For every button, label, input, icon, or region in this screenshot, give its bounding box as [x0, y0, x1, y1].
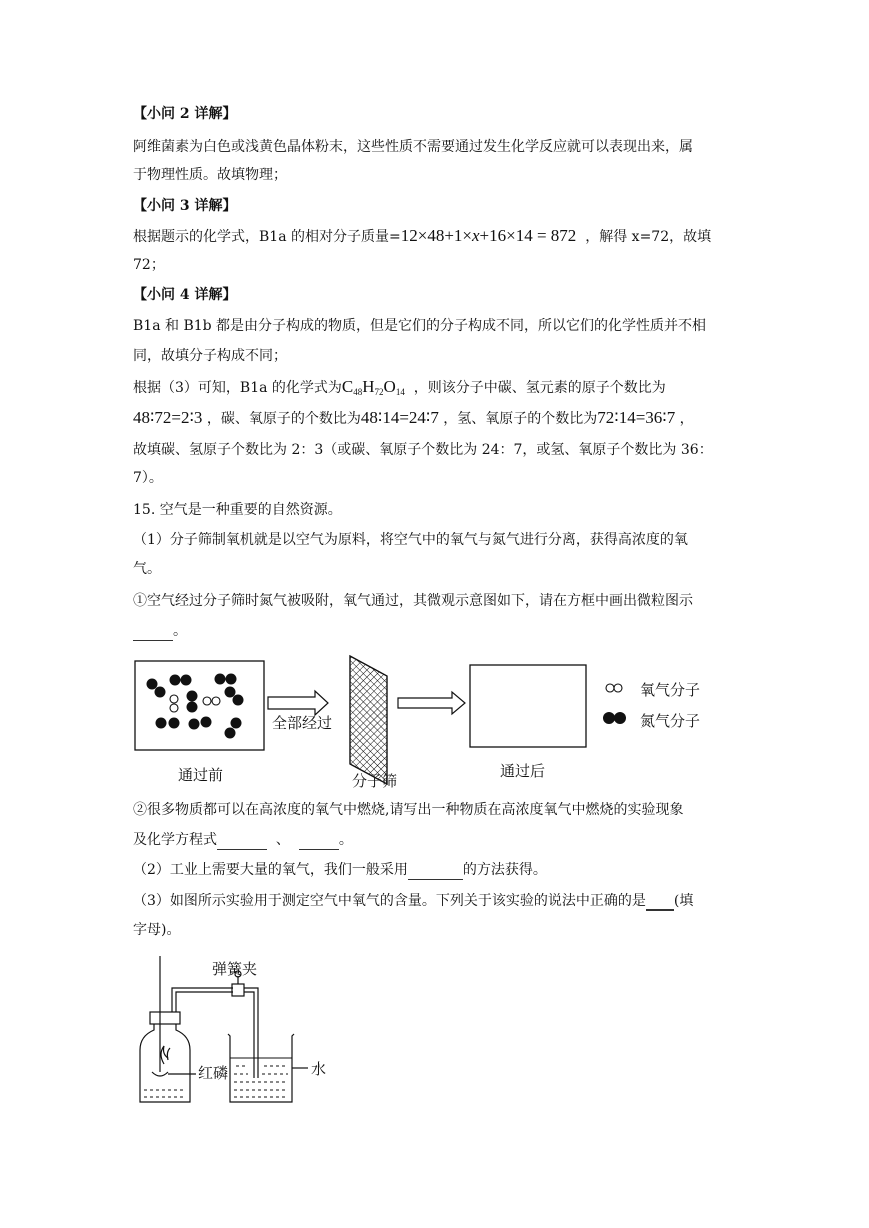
after-box — [470, 665, 586, 747]
answer-blank-choice[interactable] — [646, 895, 674, 911]
q15-p2 — [133, 860, 547, 880]
nitrogen-molecules-before — [147, 674, 244, 739]
q3-formula-part2: +16×14 = 872 — [479, 226, 577, 245]
q15-sub2-end: 。 — [338, 832, 353, 848]
q15-p3-pre: （3）如图所示实验用于测定空气中氧气的含量。下列关于该实验的说法中正确的是 — [133, 893, 646, 909]
beaker — [228, 1034, 294, 1102]
q4-ratio2: 48∶14=24∶7 — [360, 408, 439, 427]
q15-p3-line1 — [133, 891, 693, 911]
q15-sub1-end: 。 — [173, 623, 187, 639]
answer-blank-method[interactable] — [408, 865, 463, 880]
molecular-sieve-mesh — [350, 656, 387, 784]
q3-formula — [401, 226, 577, 245]
nitrogen-legend-icon — [603, 712, 626, 724]
q4-text-b: ，氢、氧原子的个数比为 — [443, 411, 598, 427]
arrow-right-icon — [398, 692, 465, 714]
q3-heading: 【小问 3 详解】 — [133, 198, 237, 214]
q3-line1-pre: 根据题示的化学式，B1a 的相对分子质量= — [133, 229, 401, 245]
answer-blank-phenomenon[interactable] — [217, 835, 267, 850]
legend-oxygen-label: 氧气分子 — [640, 681, 701, 699]
chem-o-sub: 14 — [395, 387, 405, 397]
sieve-label: 分子筛 — [352, 772, 398, 790]
q4-text-c: ， — [679, 411, 694, 427]
chem-o: O — [383, 377, 396, 396]
spring-clamp — [232, 984, 244, 996]
q15-p1-line1: （1）分子筛制氧机就是以空气为原料，将空气中的氧气与氮气进行分离，获得高浓度的氧 — [133, 532, 688, 548]
before-label: 通过前 — [178, 766, 224, 784]
chem-c: C — [341, 377, 354, 396]
q15-sub2-sep: 、 — [275, 832, 290, 848]
stopper — [150, 1012, 180, 1024]
answer-blank-equation[interactable] — [299, 835, 339, 850]
oxygen-legend-icon — [606, 684, 622, 692]
legend-nitrogen-label: 氮气分子 — [640, 712, 701, 730]
q4-line3 — [133, 377, 666, 402]
phosphorus-label: 红磷 — [198, 1064, 229, 1082]
q15-sub2-line1: ②很多物质都可以在高浓度的氧气中燃烧,请写出一种物质在高浓度氧气中燃烧的实验现象 — [133, 802, 684, 818]
q15-sub2-line2 — [133, 830, 353, 850]
q3-formula-var: x — [472, 226, 480, 245]
chem-c-sub: 48 — [353, 387, 363, 397]
q15-sub1-line1: ①空气经过分子筛时氮气被吸附，氧气通过，其微观示意图如下，请在方框中画出微粒图示 — [133, 593, 693, 609]
q3-formula-part1: 12×48+1× — [400, 226, 472, 245]
tube-into-beaker — [244, 988, 258, 1078]
q2-line2: 于物理性质。故填物理； — [133, 167, 287, 183]
chem-h-sub: 72 — [374, 387, 384, 397]
q4-line4 — [133, 408, 694, 429]
water-label: 水 — [311, 1060, 327, 1078]
q3-line1-post: ，解得 x=72，故填 — [585, 229, 712, 245]
q4-line3-pre: 根据（3）可知，B1a 的化学式为 — [133, 380, 342, 396]
q4-ratio3: 72∶14=36∶7 — [597, 408, 676, 427]
q2-line1: 阿维菌素为白色或浅黄色晶体粉末，这些性质不需要通过发生化学反应就可以表现出来，属 — [133, 139, 693, 155]
q4-line6: 7）。 — [133, 470, 163, 486]
q15-title: 15. 空气是一种重要的自然资源。 — [133, 502, 342, 518]
q15-p3-post: (填 — [673, 893, 694, 909]
q4-line3-post: ，则该分子中碳、氢元素的原子个数比为 — [413, 380, 666, 396]
combustion-spoon — [152, 1072, 168, 1076]
clamp-label: 弹簧夹 — [212, 960, 258, 978]
q15-p1-line2: 气。 — [133, 561, 161, 577]
q4-line5: 故填碳、氢原子个数比为 2：3（或碳、氧原子个数比为 24：7，或氢、氧原子个数比为 36： — [133, 442, 713, 458]
q4-line2: 同，故填分子构成不同； — [133, 348, 287, 364]
q4-line1: B1a 和 B1b 都是由分子构成的物质，但是它们的分子构成不同，所以它们的化学性质并不相 — [133, 318, 707, 334]
q4-heading: 【小问 4 详解】 — [133, 287, 237, 303]
q4-ratio1: 48∶72=2∶3 — [133, 408, 203, 427]
before-box — [135, 661, 264, 750]
q3-line1 — [133, 226, 711, 247]
q4-chem-formula — [342, 377, 405, 396]
q15-p3-line2: 字母)。 — [133, 922, 181, 938]
q15-sub2-pre: 及化学方程式 — [133, 832, 217, 848]
chem-h: H — [362, 377, 375, 396]
q15-p2-pre: （2）工业上需要大量的氧气，我们一般采用 — [133, 862, 408, 878]
answer-blank-drawing[interactable] — [133, 626, 173, 641]
arrow-label: 全部经过 — [272, 714, 333, 732]
q15-p2-post: 的方法获得。 — [462, 862, 547, 878]
q15-sub1-line2 — [133, 621, 187, 641]
after-label: 通过后 — [500, 762, 546, 780]
q4-text-a: ，碳、氧原子的个数比为 — [206, 411, 361, 427]
q3-line2: 72； — [133, 257, 165, 273]
q2-heading: 【小问 2 详解】 — [133, 106, 237, 122]
